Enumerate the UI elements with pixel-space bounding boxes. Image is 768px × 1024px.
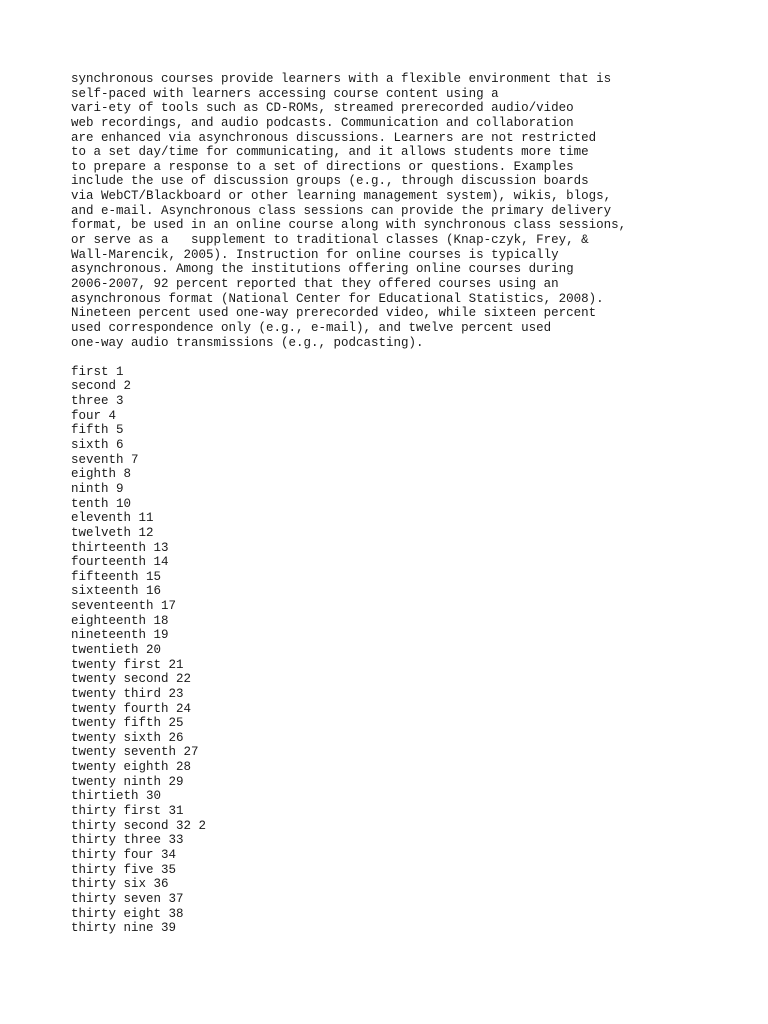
paragraph-line: used correspondence only (e.g., e-mail), and twelve percent used	[71, 320, 552, 335]
body-paragraph	[71, 72, 751, 350]
list-item: twenty eighth 28	[71, 760, 192, 775]
paragraph-line: are enhanced via asynchronous discussions. Learners are not restricted	[71, 130, 597, 145]
paragraph-line: and e-mail. Asynchronous class sessions can provide the primary delivery	[71, 203, 612, 218]
list-item: twenty second 22	[71, 672, 192, 687]
list-item: thirtieth 30	[71, 789, 162, 804]
list-item: thirty second 32 2	[71, 818, 207, 833]
paragraph-line: include the use of discussion groups (e.g., through discussion boards	[71, 174, 589, 189]
list-item: thirty four 34	[71, 847, 177, 862]
list-item: second 2	[71, 379, 132, 394]
list-item: seventeenth 17	[71, 599, 177, 614]
list-item: twenty fifth 25	[71, 716, 184, 731]
list-item: eighteenth 18	[71, 613, 169, 628]
list-item: twenty seventh 27	[71, 745, 199, 760]
list-item: eighth 8	[71, 467, 132, 482]
paragraph-line: one-way audio transmissions (e.g., podcasting).	[71, 335, 424, 350]
paragraph-line: to a set day/time for communicating, and it allows students more time	[71, 145, 589, 160]
paragraph-line: asynchronous format (National Center for Educational Statistics, 2008).	[71, 291, 604, 306]
paragraph-line: synchronous courses provide learners with a flexible environment that is	[71, 72, 612, 86]
list-item: first 1	[71, 364, 124, 379]
paragraph-line: via WebCT/Blackboard or other learning management system), wikis, blogs,	[71, 189, 612, 204]
list-item: thirty nine 39	[71, 921, 177, 936]
list-item: thirteenth 13	[71, 540, 169, 555]
list-item: twelveth 12	[71, 525, 154, 540]
list-item: thirty three 33	[71, 833, 184, 848]
ordinal-list	[71, 365, 751, 936]
list-item: fifteenth 15	[71, 569, 162, 584]
list-item: tenth 10	[71, 496, 132, 511]
list-item: fifth 5	[71, 423, 124, 438]
paragraph-line: vari-ety of tools such as CD-ROMs, streamed prerecorded audio/video	[71, 101, 574, 116]
paragraph-line: to prepare a response to a set of directions or questions. Examples	[71, 159, 574, 174]
list-item: thirty first 31	[71, 804, 184, 819]
list-item: nineteenth 19	[71, 628, 169, 643]
paragraph-line: format, be used in an online course along with synchronous class sessions,	[71, 218, 627, 233]
list-item: thirty eight 38	[71, 906, 184, 921]
list-item: twenty sixth 26	[71, 730, 184, 745]
list-item: eleventh 11	[71, 511, 154, 526]
document-page	[71, 72, 751, 936]
paragraph-line: self-paced with learners accessing course content using a	[71, 86, 499, 101]
list-item: thirty seven 37	[71, 891, 184, 906]
paragraph-line: asynchronous. Among the institutions offering online courses during	[71, 262, 574, 277]
list-item: sixth 6	[71, 438, 124, 453]
list-item: sixteenth 16	[71, 584, 162, 599]
list-item: fourteenth 14	[71, 555, 169, 570]
list-item: ninth 9	[71, 481, 124, 496]
list-item: three 3	[71, 394, 124, 409]
paragraph-line: 2006-2007, 92 percent reported that they offered courses using an	[71, 276, 559, 291]
paragraph-spacer	[71, 350, 751, 365]
list-item: twenty first 21	[71, 657, 184, 672]
list-item: twenty fourth 24	[71, 701, 192, 716]
list-item: four 4	[71, 408, 117, 423]
list-item: twentieth 20	[71, 642, 162, 657]
list-item: seventh 7	[71, 452, 139, 467]
paragraph-line: Nineteen percent used one-way prerecorded video, while sixteen percent	[71, 306, 597, 321]
paragraph-line: web recordings, and audio podcasts. Communication and collaboration	[71, 115, 574, 130]
paragraph-line: Wall-Marencik, 2005). Instruction for online courses is typically	[71, 247, 559, 262]
list-item: thirty six 36	[71, 877, 169, 892]
list-item: twenty ninth 29	[71, 774, 184, 789]
list-item: thirty five 35	[71, 862, 177, 877]
paragraph-line: or serve as a supplement to traditional classes (Knap-czyk, Frey, &	[71, 233, 589, 248]
list-item: twenty third 23	[71, 686, 184, 701]
